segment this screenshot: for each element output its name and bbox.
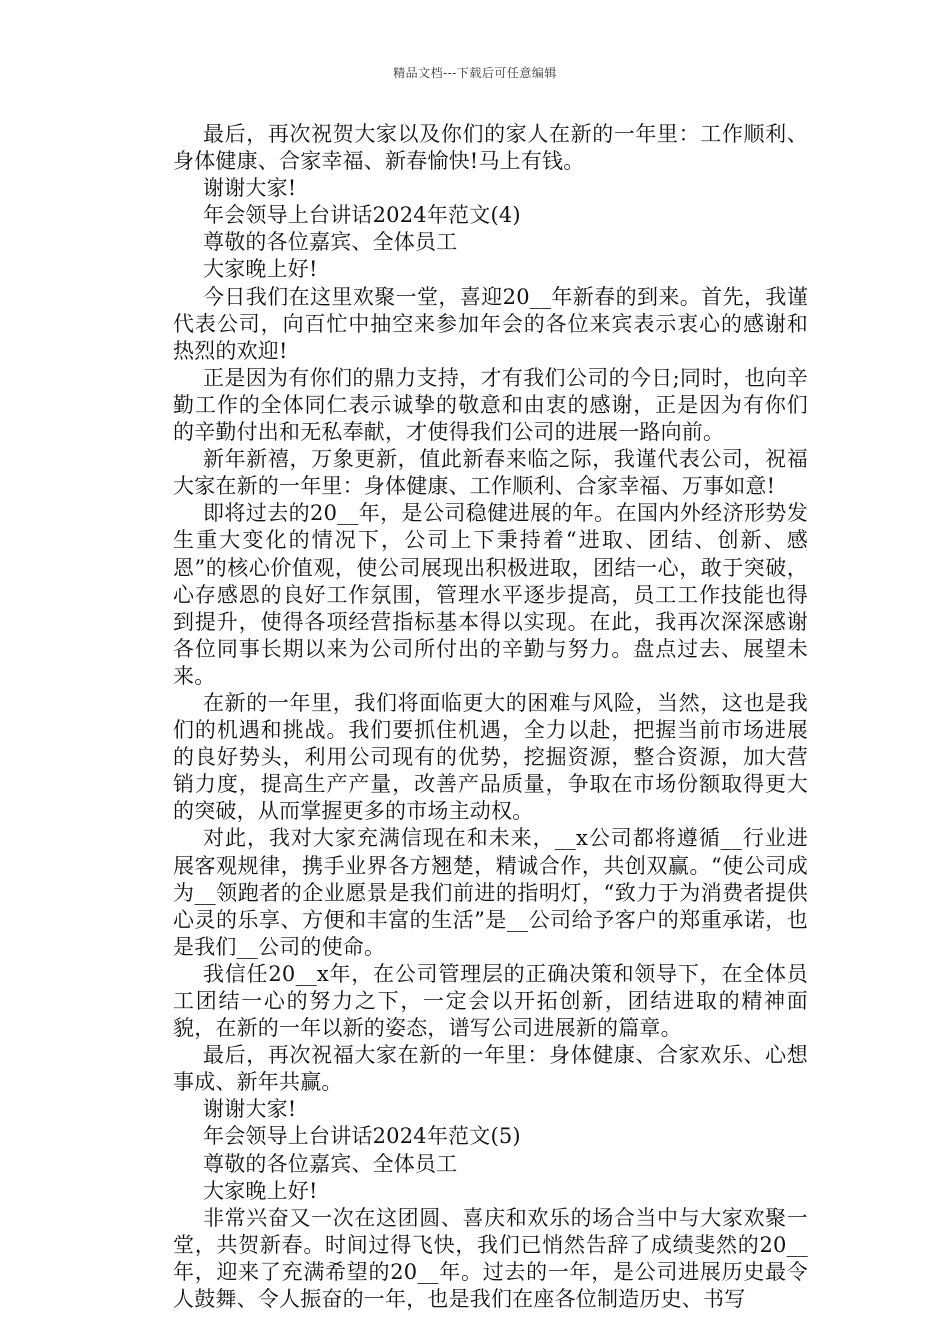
salutation-2: 尊敬的各位嘉宾、全体员工 bbox=[203, 1151, 458, 1176]
paragraph-challenges: 在新的一年里，我们将面临更大的困难与风险，当然，这也是我们的机遇和挑战。我们要抓住机遇，全力以赴，把握当前市场进展的良好势头，利用公司现有的优势，挖掘资源，整合资源，加大营销力度，提高生产产量，改善产品质量，争取在市场份额取得更大的突破，从而掌握更多的市场主动权。 bbox=[173, 690, 808, 824]
paragraph-thanks: 谢谢大家! bbox=[203, 176, 297, 201]
paragraph-opening: 非常兴奋又一次在这团圆、喜庆和欢乐的场合当中与大家欢聚一堂，共贺新春。时间过得飞快，我们已悄然告辞了成绩斐然的20__年，迎来了充满希望的20__年。过去的一年，是公司进展历史最令人鼓舞、令人振奋的一年，也是我们在座各位制造历史、书写 bbox=[173, 1205, 808, 1312]
salutation: 尊敬的各位嘉宾、全体员工 bbox=[203, 230, 458, 255]
paragraph-mission: 对此，我对大家充满信现在和未来，__x公司都将遵循__行业进展客观规律，携手业界各方翘楚，精诚合作，共创双赢。“使公司成为__领跑者的企业愿景是我们前进的指明灯，“致力于为消费者提供心灵的乐享、方便和丰富的生活”是__公司给予客户的郑重承诺，也是我们__公司的使命。 bbox=[173, 826, 808, 959]
page-header: 精品文档---下载后可任意编辑 bbox=[393, 66, 557, 80]
paragraph-final-wishes: 最后，再次祝福大家在新的一年里：身体健康、合家欢乐、心想事成、新年共赢。 bbox=[173, 1043, 808, 1095]
paragraph-welcome: 今日我们在这里欢聚一堂，喜迎20__年新春的到来。首先，我谨代表公司，向百忙中抽空来参加年会的各位来宾表示衷心的感谢和热烈的欢迎! bbox=[173, 284, 808, 363]
paragraph-thanks-2: 谢谢大家! bbox=[203, 1097, 297, 1122]
paragraph-trust: 我信任20__x年，在公司管理层的正确决策和领导下，在全体员工团结一心的努力之下，一定会以开拓创新，团结进取的精神面貌，在新的一年以新的姿态，谱写公司进展新的篇章。 bbox=[173, 961, 808, 1041]
section-title-5: 年会领导上台讲话2024年范文(5) bbox=[203, 1124, 521, 1149]
greeting: 大家晚上好! bbox=[203, 257, 318, 282]
section-title-4: 年会领导上台讲话2024年范文(4) bbox=[203, 203, 521, 228]
document-body bbox=[0, 121, 950, 1313]
greeting-2: 大家晚上好! bbox=[203, 1178, 318, 1203]
paragraph-support: 正是因为有你们的鼎力支持，才有我们公司的今日;同时，也向辛勤工作的全体同仁表示诚挚的敬意和由衷的感谢，正是因为有你们的辛勤付出和无私奉献，才使得我们公司的进展一路向前。 bbox=[173, 365, 808, 445]
paragraph-new-year: 新年新禧，万象更新，值此新春来临之际，我谨代表公司，祝福大家在新的一年里：身体健康、工作顺利、合家幸福、万事如意! bbox=[173, 447, 808, 499]
paragraph-closing-wishes: 最后，再次祝贺大家以及你们的家人在新的一年里：工作顺利、身体健康、合家幸福、新春愉快!马上有钱。 bbox=[173, 122, 808, 174]
paragraph-review: 即将过去的20__年，是公司稳健进展的年。在国内外经济形势发生重大变化的情况下，公司上下秉持着“进取、团结、创新、感恩”的核心价值观，使公司展现出积极进取，团结一心，敢于突破，心存感恩的良好工作氛围，管理水平逐步提高，员工工作技能也得到提升，使得各项经营指标基本得以实现。在此，我再次深深感谢各位同事长期以来为公司所付出的辛勤与努力。盘点过去、展望未来。 bbox=[173, 501, 808, 688]
